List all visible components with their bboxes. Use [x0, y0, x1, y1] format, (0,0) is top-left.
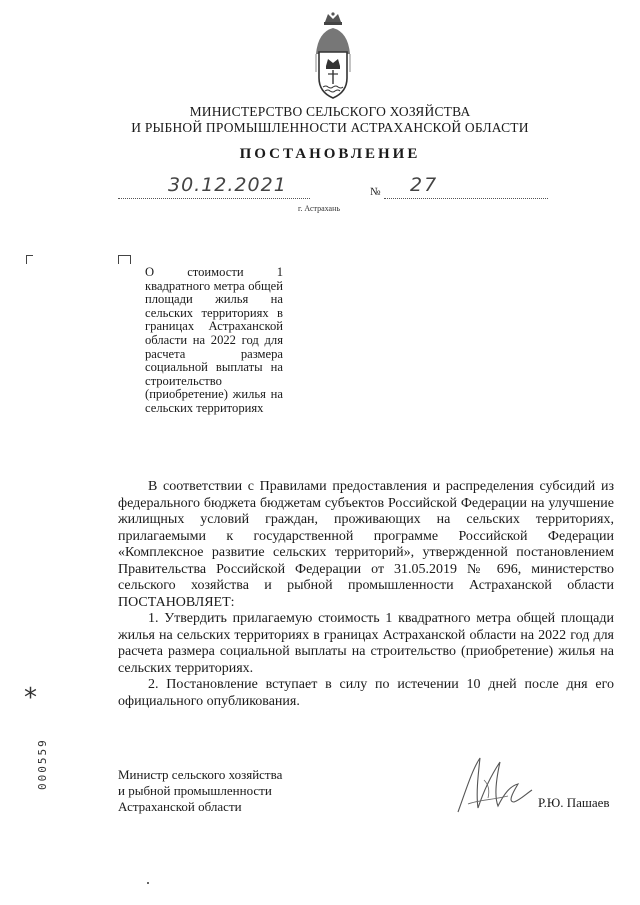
- document-date: 30.12.2021: [168, 174, 287, 196]
- scan-dot: [147, 882, 149, 884]
- document-number: 27: [410, 174, 439, 196]
- number-line: [384, 198, 548, 199]
- position-line-1: Министр сельского хозяйства: [118, 767, 283, 782]
- corner-bracket-left: [26, 255, 33, 264]
- document-subject: О стоимости 1 квадратного метра общей площади жилья на сельских территориях в границах Астраханской области на 2022 год для расчета размера социальной выплаты на строительство (приобретение) жилья на сельских территориях: [145, 265, 283, 415]
- item-1-paragraph: 1. Утвердить прилагаемую стоимость 1 квадратного метра общей площади жилья на сельских территориях в границах Астраханской области на 2022 год для расчета размера социальной выплаты на строительство (приобретение) жилья на сельских территориях.: [118, 611, 614, 676]
- position-line-3: Астраханской области: [118, 799, 242, 814]
- coat-of-arms-icon: [308, 12, 358, 106]
- corner-bracket-mid-right: [124, 255, 131, 264]
- ministry-name: [80, 104, 580, 136]
- position-line-2: и рыбной промышленности: [118, 783, 272, 798]
- number-label: №: [370, 186, 381, 198]
- preamble-paragraph: В соответствии с Правилами предоставления и распределения субсидий из федерального бюджета бюджетам субъектов Российской Федерации на улучшение жилищных условий граждан, проживающих на сельских территориях, прилагаемыми к государственной программе Российской Федерации «Комплексное развитие сельских территорий», утвержденной постановлением Правительства Российской Федерации от 31.05.2019 № 696, министерство сельского хозяйства и рыбной промышленности Астраханской области ПОСТАНОВЛЯЕТ:: [118, 479, 614, 610]
- item-2-paragraph: 2. Постановление вступает в силу по истечении 10 дней после дня его официального опубликования.: [118, 677, 614, 709]
- signatory-name: Р.Ю. Пашаев: [538, 795, 610, 810]
- ministry-line-2: И РЫБНОЙ ПРОМЫШЛЕННОСТИ АСТРАХАНСКОЙ ОБЛАСТИ: [131, 120, 529, 135]
- city: г. Астрахань: [298, 204, 341, 213]
- document-type: ПОСТАНОВЛЕНИЕ: [239, 146, 421, 162]
- asterisk-mark: *: [24, 683, 37, 713]
- handwritten-signature: [448, 750, 538, 820]
- serial-number: 000559: [36, 738, 49, 790]
- date-line: [118, 198, 310, 199]
- ministry-line-1: МИНИСТЕРСТВО СЕЛЬСКОГО ХОЗЯЙСТВА: [189, 104, 471, 119]
- document-body: [118, 479, 614, 710]
- signatory-position: [118, 767, 338, 815]
